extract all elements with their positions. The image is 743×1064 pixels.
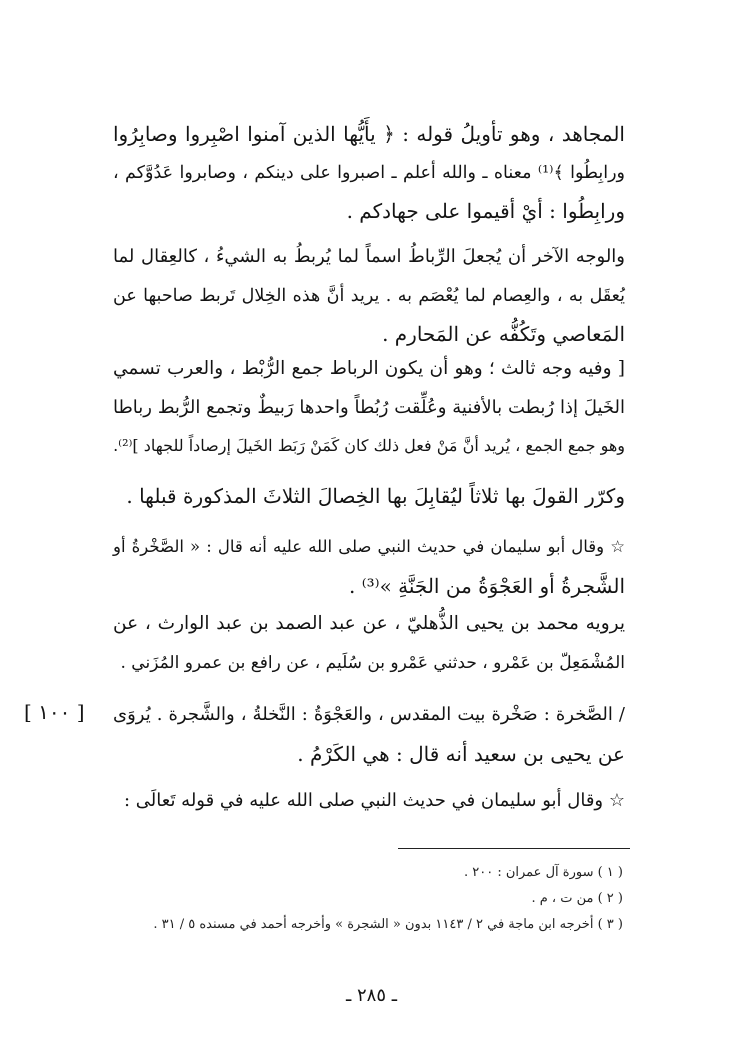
text-line: وهو جمع الجمع ، يُريد أنَّ مَنْ فعل ذلك كان كَمَنْ رَبَط الخَيلَ إرصاداً للجهاد ]⁽²⁾. [113, 436, 625, 455]
text-line: / الصَّخرة : صَخْرة بيت المقدس ، والعَجْوَةُ : النَّخلةُ ، والشَّجرة . يُروَى [113, 704, 625, 725]
footnote-divider [398, 848, 630, 849]
paragraph-8 [113, 782, 625, 821]
text-line: والوجه الآخر أن يُجعلَ الرِّباطُ اسماً لما يُربطُ به الشيءُ ، كالعِقال لما [113, 246, 625, 267]
text-line: عن يحيى بن سعيد أنه قال : هي الكَرْمُ . [297, 741, 625, 766]
text-line: وكرّر القولَ بها ثلاثاً ليُقابِلَ بها الخِصالَ الثلاثَ المذكورة قبلها . [126, 484, 625, 508]
text-line: المجاهد ، وهو تأويلُ قوله : ﴿ يأَيُّها الذين آمنوا اصْبِروا وصابِرُوا [113, 122, 625, 146]
footnote-3: ( ٣ ) أخرجه ابن ماجة في ٢ / ١١٤٣ بدون « الشجرة » وأخرجه أحمد في مسنده ٥ / ٣١ . [153, 917, 623, 932]
paragraph-1 [113, 115, 625, 231]
text-line: يرويه محمد بن يحيى الذُّهليّ ، عن عبد الصمد بن عبد الوارث ، عن [113, 613, 625, 634]
paragraph-6 [113, 605, 625, 682]
text-line: ☆ وقال أبو سليمان في حديث النبي صلى الله عليه في قوله تَعالَى : [124, 790, 625, 811]
paragraph-4 [113, 477, 625, 516]
footnote-2: ( ٢ ) من ت ، م . [531, 891, 623, 906]
text-line: ورابِطُوا : أيْ أقيموا على جهادكم . [346, 199, 625, 223]
margin-page-marker: [ ١٠٠ ] [24, 700, 85, 724]
text-line: الشَّجرةُ أو العَجْوَةُ من الجَنَّةِ »⁽³⁾ . [348, 573, 625, 598]
text-line: ☆ وقال أبو سليمان في حديث النبي صلى الله عليه أنه قال : « الصَّخْرةُ أو [113, 537, 625, 556]
paragraph-7 [113, 696, 625, 773]
page-number: ـ ٢٨٥ ـ [345, 985, 397, 1006]
paragraph-3 [113, 350, 625, 466]
text-line: [ وفيه وجه ثالث ؛ وهو أن يكون الرباط جمع الرُّبْط ، والعرب تسمي [113, 358, 625, 379]
text-line: المُشْمَعِلّ بن عَمْرو ، حدثني عَمْرو بن سُلَيم ، عن رافع بن عمرو المُزَني . [120, 652, 625, 673]
text-line: ورابِطُوا ﴾⁽¹⁾ معناه ـ والله أعلم ـ اصبروا على دينكم ، وصابروا عَدُوَّكم ، [113, 162, 625, 183]
text-line: يُعقَل به ، والعِصام لما يُعْصَم به . يريد أنَّ هذه الخِلال تَربط صاحبها عن [113, 285, 625, 306]
text-line: الخَيلَ إذا رُبطت بالأفنية وعُلِّقت رُبُطاً واحدها رَبيطٌ وتجمع الرُّبط رباطا [113, 396, 625, 418]
paragraph-5 [113, 528, 625, 605]
text-line: المَعاصي وتَكُفُّه عن المَحارم . [382, 322, 625, 346]
paragraph-2 [113, 238, 625, 354]
footnote-1: ( ١ ) سورة آل عمران : ٢٠٠ . [463, 865, 623, 880]
